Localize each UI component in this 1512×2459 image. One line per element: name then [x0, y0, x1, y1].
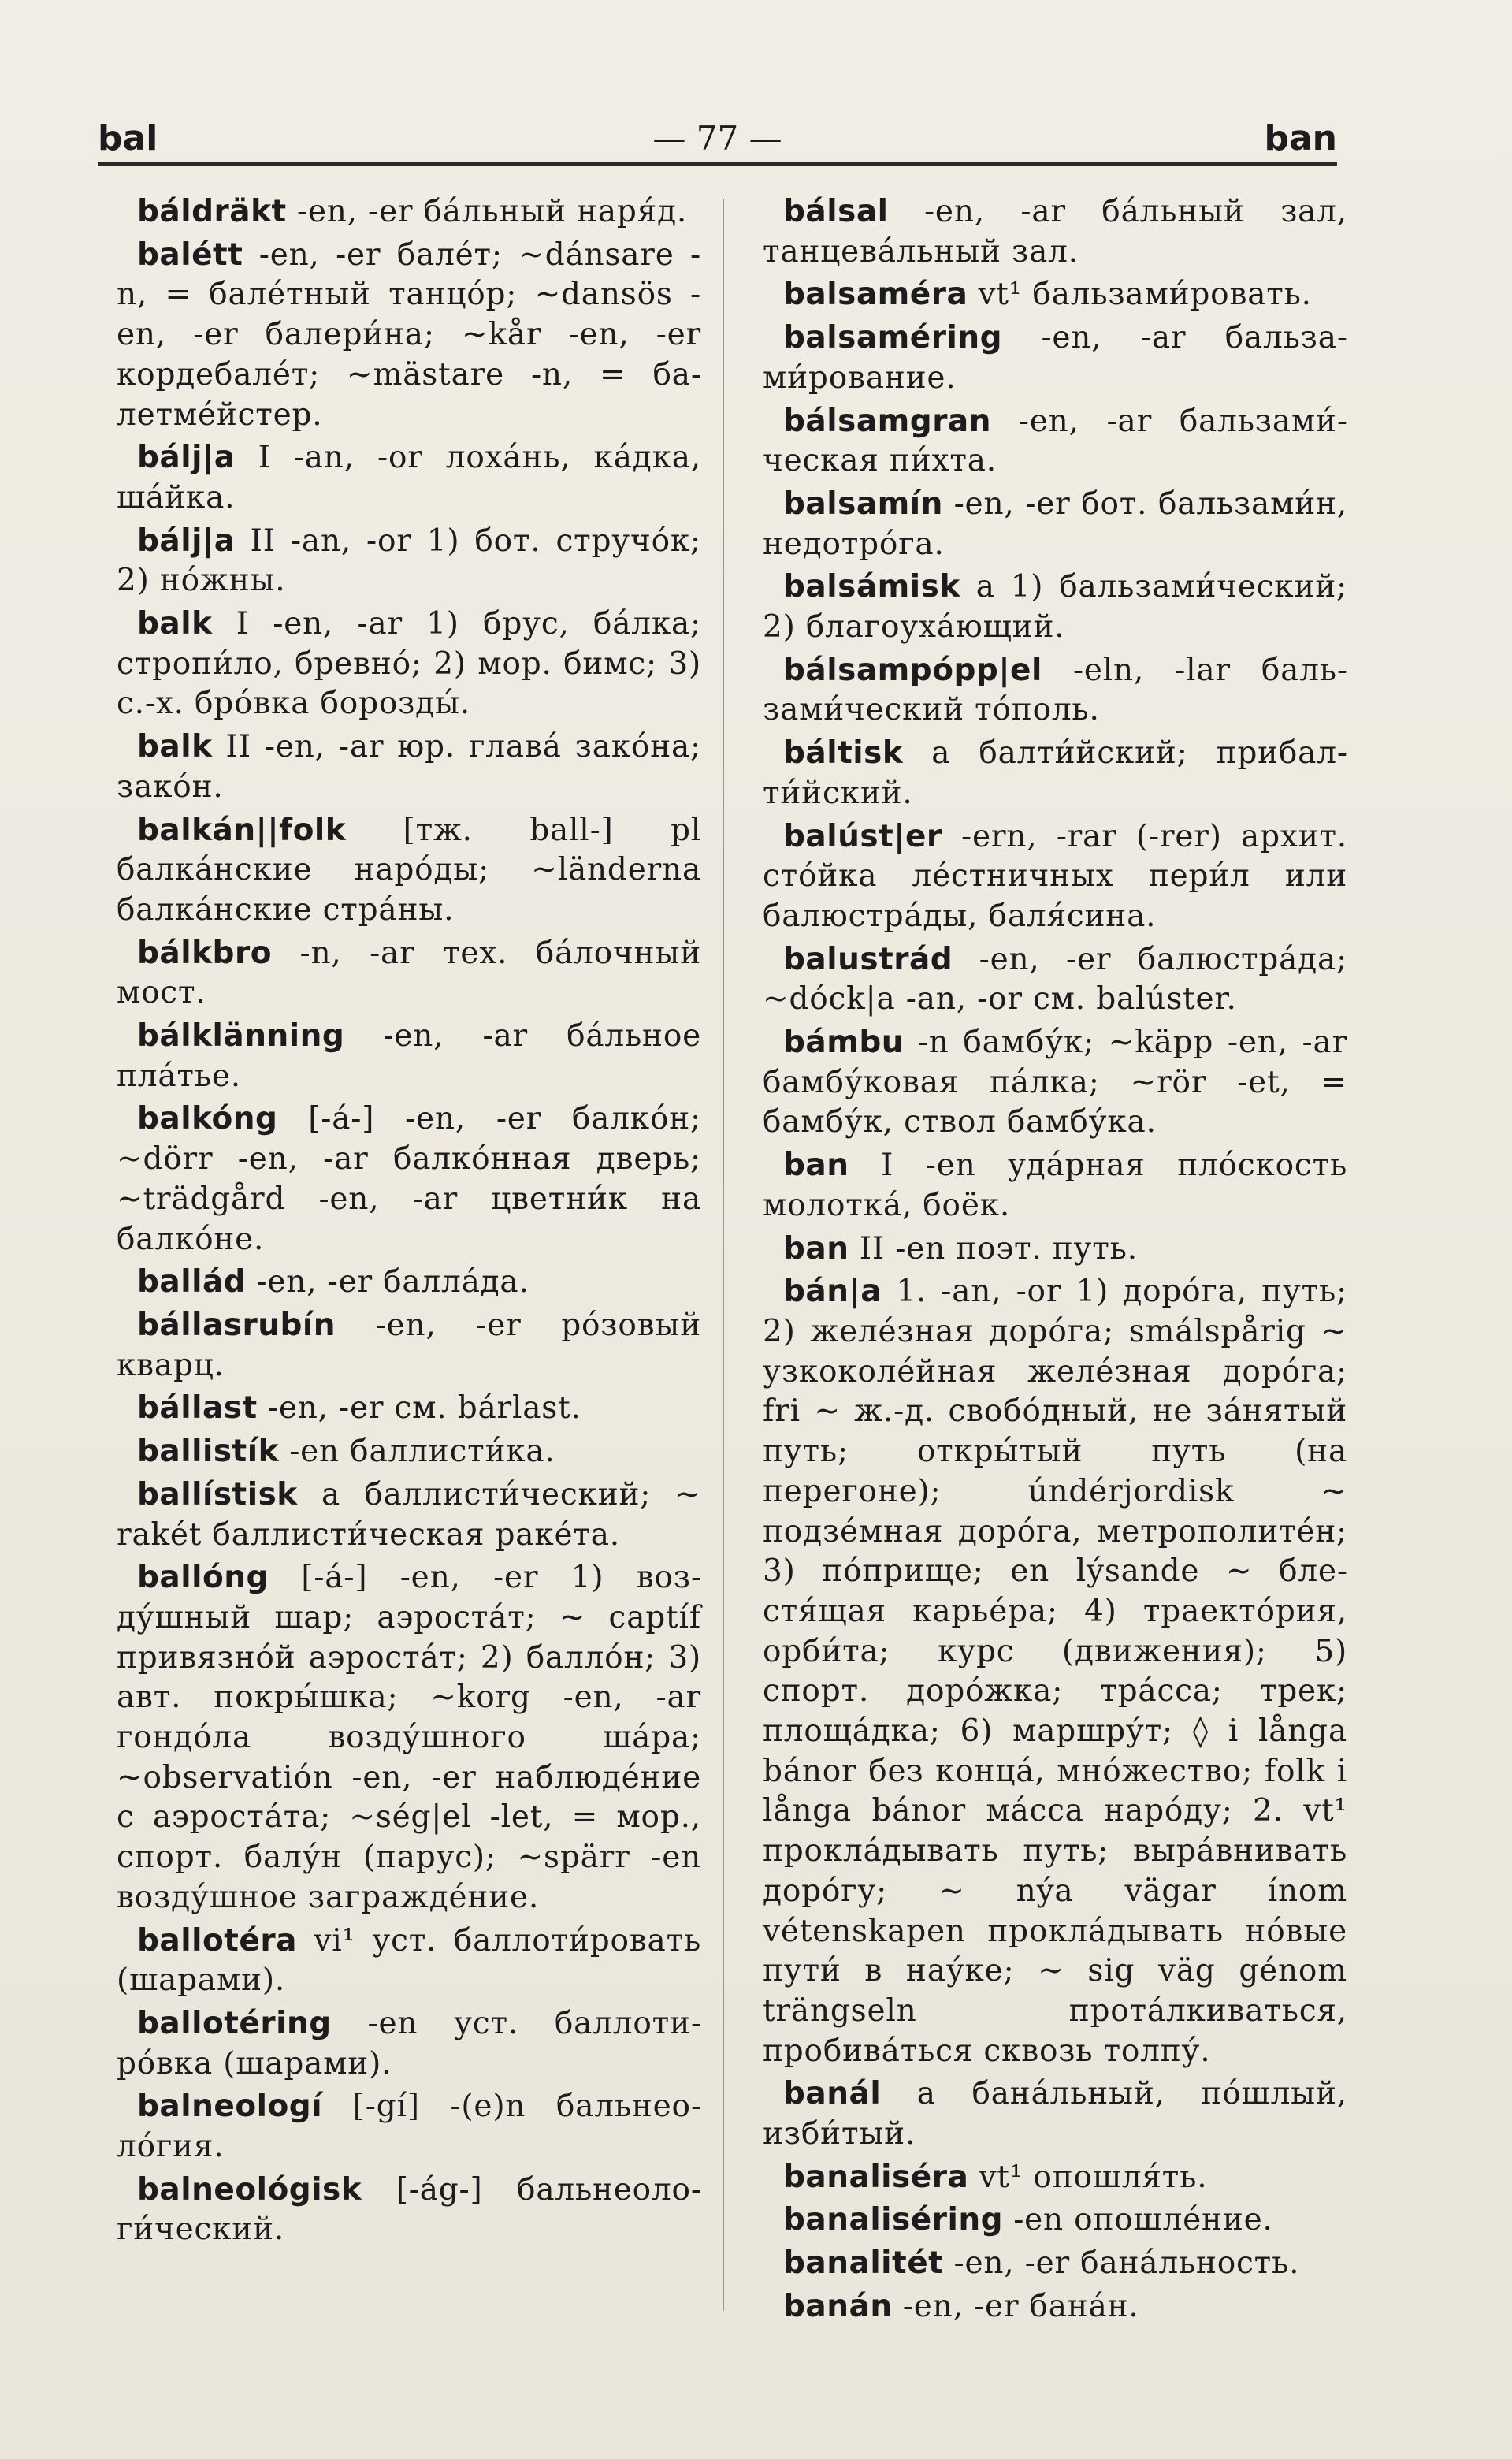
entry-definition: -en, -er ба́льный наря́д. — [286, 194, 688, 229]
dictionary-entry — [763, 2287, 1347, 2327]
entry-headword: ballóng — [137, 1560, 269, 1596]
dictionary-entry — [763, 2158, 1347, 2198]
entry-definition: 1. -an, -or 1) доро́га, путь; 2) желе́зная доро́га; smálspårig ~ узкоколе́йная желе́зная доро́га; fri ~ ж.-д. свобо́дный, не за́нятый путь; откры́тый путь (на перегоне); úndérjordisk ~ подзе́мная доро́га, метрополите́н; 3) по́прище; en lýsande ~ блестя́щая карье́ра; 4) траекто́рия, орби́та; курс (движения); 5) спорт. доро́жка; тра́сса; трек; площа́дка; 6) маршру́т; ◊ i långa bánor без конца́, мно́жество; folk i långa bánor ма́сса наро́ду; 2. vt¹ прокла́дывать путь; выра́внивать доро́гу; ~ nýa vägar ínom vétenskapen прокла́дывать но́вые пути́ в нау́ке; ~ sig väg génom trängseln прота́лкиваться, пробива́ться сквозь толпу́. — [763, 1274, 1347, 2069]
entry-definition: -eln, -lar бальзами́ческий то́поль. — [763, 652, 1347, 728]
entry-headword: ballád — [137, 1264, 247, 1300]
entry-headword: báldräkt — [137, 194, 287, 229]
dictionary-entry — [763, 940, 1347, 1020]
entry-definition: -en, -er бана́льность. — [943, 2245, 1300, 2282]
entry-headword: ban — [783, 1148, 849, 1184]
entry-definition: I -an, -or лоха́нь, ка́дка, ша́йка. — [117, 440, 701, 515]
dictionary-entry — [117, 1558, 701, 1918]
dictionary-entry — [763, 1230, 1347, 1270]
entry-definition: vt¹ опошля́ть. — [968, 2159, 1208, 2195]
entry-headword: bálsal — [783, 194, 889, 229]
entry-headword: balkóng — [137, 1101, 278, 1137]
entry-headword: bámbu — [783, 1025, 905, 1061]
dictionary-entry — [763, 318, 1347, 398]
dictionary-entry — [763, 651, 1347, 731]
entry-definition: [-á-] -en, -er балко́н; ~dörr -en, -ar балко́нная дверь; ~trädgård -en, -ar цветни́к на балко́не. — [117, 1101, 701, 1257]
entry-definition: [-gí] -(e)n бальнеоло́гия. — [117, 2089, 701, 2165]
entry-definition: -en, -er бана́н. — [892, 2288, 1139, 2324]
entry-headword: ballotéring — [137, 2005, 332, 2041]
dictionary-entry — [763, 2074, 1347, 2154]
entry-headword: balk — [137, 729, 213, 765]
entry-definition: I -en, -ar 1) брус, ба́лка; стропи́ло, бревно́; 2) мор. бимс; 3) с.-х. бро́вка борозды́. — [117, 606, 701, 722]
entry-definition: vt¹ бальзами́ровать. — [968, 277, 1312, 313]
dictionary-entry — [117, 811, 701, 931]
entry-definition: II -en поэт. путь. — [849, 1230, 1138, 1267]
dictionary-entry — [763, 2200, 1347, 2241]
entry-headword: banaliséra — [783, 2159, 969, 2195]
entry-headword: bán|a — [783, 1274, 882, 1310]
entry-headword: bálklänning — [137, 1018, 345, 1055]
dictionary-entry — [763, 402, 1347, 482]
dictionary-entry — [117, 438, 701, 518]
dictionary-entry — [117, 192, 701, 233]
entry-headword: báltisk — [783, 735, 904, 772]
entry-headword: balneologí — [137, 2089, 323, 2125]
entry-definition: -en опошле́ние. — [1003, 2202, 1273, 2238]
entry-headword: ballotéra — [137, 1922, 297, 1959]
dictionary-entry — [763, 1146, 1347, 1226]
dictionary-entry — [763, 1023, 1347, 1143]
dictionary-entry — [117, 1099, 701, 1259]
entry-headword: balkán||folk — [137, 812, 347, 848]
dictionary-entry — [117, 1306, 701, 1386]
entry-definition: II -en, -ar юр. глава́ зако́на; зако́н. — [117, 729, 701, 805]
dictionary-entry — [117, 522, 701, 601]
entry-headword: balsámisk — [783, 569, 960, 605]
entry-headword: bállast — [137, 1390, 258, 1427]
entry-definition: a бана́льный, по́шлый, изби́тый. — [763, 2076, 1347, 2152]
entry-definition: -en, -ar бальзами́ческая пи́хта. — [763, 403, 1347, 479]
entry-definition: vi¹ уст. баллоти́ровать (шарами). — [117, 1922, 701, 1999]
entry-definition: [-á-] -en, -er 1) возду́шный шар; аэроста́т; ~ captíf привязно́й аэроста́т; 2) балло́н; 3) авт. покры́шка; ~korg -en, -ar гондо́ла возду́шного ша́ра; ~observatión -en, -er наблюде́ние с аэроста́та; ~ség|el -let, = мор., спорт. балу́н (парус); ~spärr -en возду́шное загражде́ние. — [117, 1560, 701, 1915]
dictionary-entry — [763, 275, 1347, 315]
dictionary-entry — [763, 734, 1347, 813]
entry-headword: balustrád — [783, 941, 953, 977]
dictionary-entry — [763, 817, 1347, 937]
entry-definition: -en баллисти́ка. — [279, 1434, 555, 1470]
left-column — [117, 192, 701, 2253]
entry-definition: -en, -er бот. бальзами́н, недотро́га. — [763, 485, 1347, 562]
dictionary-entry — [117, 2087, 701, 2167]
dictionary-entry — [117, 934, 701, 1014]
entry-headword: balsaméra — [783, 277, 968, 313]
dictionary-entry — [117, 1263, 701, 1303]
dictionary-entry — [117, 1921, 701, 2001]
entry-headword: balsamín — [783, 485, 943, 522]
dictionary-entry — [763, 485, 1347, 564]
dictionary-entry — [117, 236, 701, 436]
dictionary-entry — [117, 2171, 701, 2250]
header-right-word: ban — [1264, 118, 1337, 158]
entry-headword: ballistík — [137, 1434, 279, 1470]
dictionary-entry — [117, 1432, 701, 1472]
entry-definition: -ern, -rar (-rer) архит. сто́йка ле́стничных пери́л или балюстра́ды, баля́сина. — [763, 818, 1347, 934]
entry-headword: balk — [137, 606, 213, 642]
entry-definition: -en, -er балла́да. — [246, 1264, 529, 1300]
entry-definition: -en, -ar ба́льный зал, танцева́льный зал. — [763, 194, 1347, 270]
entry-definition: -en, -er ро́зовый кварц. — [117, 1307, 701, 1383]
dictionary-entry — [763, 1272, 1347, 2071]
column-divider — [723, 199, 724, 2311]
right-column — [763, 192, 1347, 2331]
dictionary-entry — [763, 567, 1347, 647]
entry-definition: -n, -ar тех. ба́лочный мост. — [117, 935, 701, 1011]
dictionary-entry — [117, 1017, 701, 1096]
entry-headword: balsaméring — [783, 320, 1003, 356]
entry-headword: banán — [783, 2288, 893, 2324]
entry-definition: -en уст. баллотиро́вка (шарами). — [117, 2005, 701, 2081]
header-left-word: bal — [98, 118, 158, 158]
dictionary-entry — [117, 727, 701, 807]
entry-headword: bálj|a — [137, 523, 236, 559]
entry-headword: banaliséring — [783, 2202, 1003, 2238]
header-rule — [98, 162, 1337, 166]
dictionary-entry — [117, 1475, 701, 1555]
entry-headword: bálj|a — [137, 440, 236, 476]
entry-headword: banalitét — [783, 2245, 944, 2282]
entry-definition: -en, -er бале́т; ~dánsare -n, = бале́тный танцо́р; ~dansös -en, -er балери́на; ~kår -en, -er кордебале́т; ~mästare -n, = балетме́йстер. — [117, 236, 701, 433]
entry-definition: -n бамбу́к; ~käpp -en, -ar бамбу́ковая па́лка; ~rör -et, = бамбу́к, ствол бамбу́ка. — [763, 1025, 1347, 1140]
entry-headword: balétt — [137, 236, 243, 273]
entry-definition: II -an, -or 1) бот. стручо́к; 2) но́жны. — [117, 523, 701, 599]
entry-definition: [-ág-] бальнеологи́ческий. — [117, 2171, 701, 2248]
page-number: — 77 — — [652, 119, 782, 158]
page-header — [98, 117, 1337, 164]
dictionary-entry — [763, 192, 1347, 272]
entry-definition: [тж. ball-] pl балка́нские наро́ды; ~länderna балка́нские стра́ны. — [117, 812, 701, 928]
entry-definition: -en, -ar бальзами́рование. — [763, 320, 1347, 396]
entry-headword: banál — [783, 2076, 882, 2112]
entry-headword: bállasrubín — [137, 1307, 336, 1343]
entry-headword: ballístisk — [137, 1476, 298, 1512]
dictionary-entry — [117, 605, 701, 724]
entry-definition: -en, -er балюстра́да; ~dóck|a -an, -or см. balúster. — [763, 941, 1347, 1017]
entry-definition: I -en уда́рная пло́скость молотка́, боёк. — [763, 1148, 1347, 1223]
entry-definition: -en, -ar ба́льное пла́тье. — [117, 1018, 701, 1094]
dictionary-entry — [117, 2004, 701, 2084]
entry-definition: a баллисти́ческий; ~ rakét баллисти́ческая раке́та. — [117, 1476, 701, 1553]
entry-definition: a 1) бальзами́ческий; 2) благоуха́ющий. — [763, 569, 1347, 645]
entry-headword: bálsamgran — [783, 403, 992, 439]
entry-headword: bálkbro — [137, 935, 272, 971]
dictionary-entry — [763, 2244, 1347, 2284]
entry-headword: balneológisk — [137, 2171, 362, 2208]
dictionary-entry — [117, 1389, 701, 1429]
entry-definition: -en, -er см. bárlast. — [257, 1390, 581, 1427]
entry-headword: bálsampópp|el — [783, 652, 1042, 688]
entry-headword: ban — [783, 1230, 849, 1267]
entry-definition: a балти́йский; прибалти́йский. — [763, 735, 1347, 811]
entry-headword: balúst|er — [783, 818, 942, 854]
